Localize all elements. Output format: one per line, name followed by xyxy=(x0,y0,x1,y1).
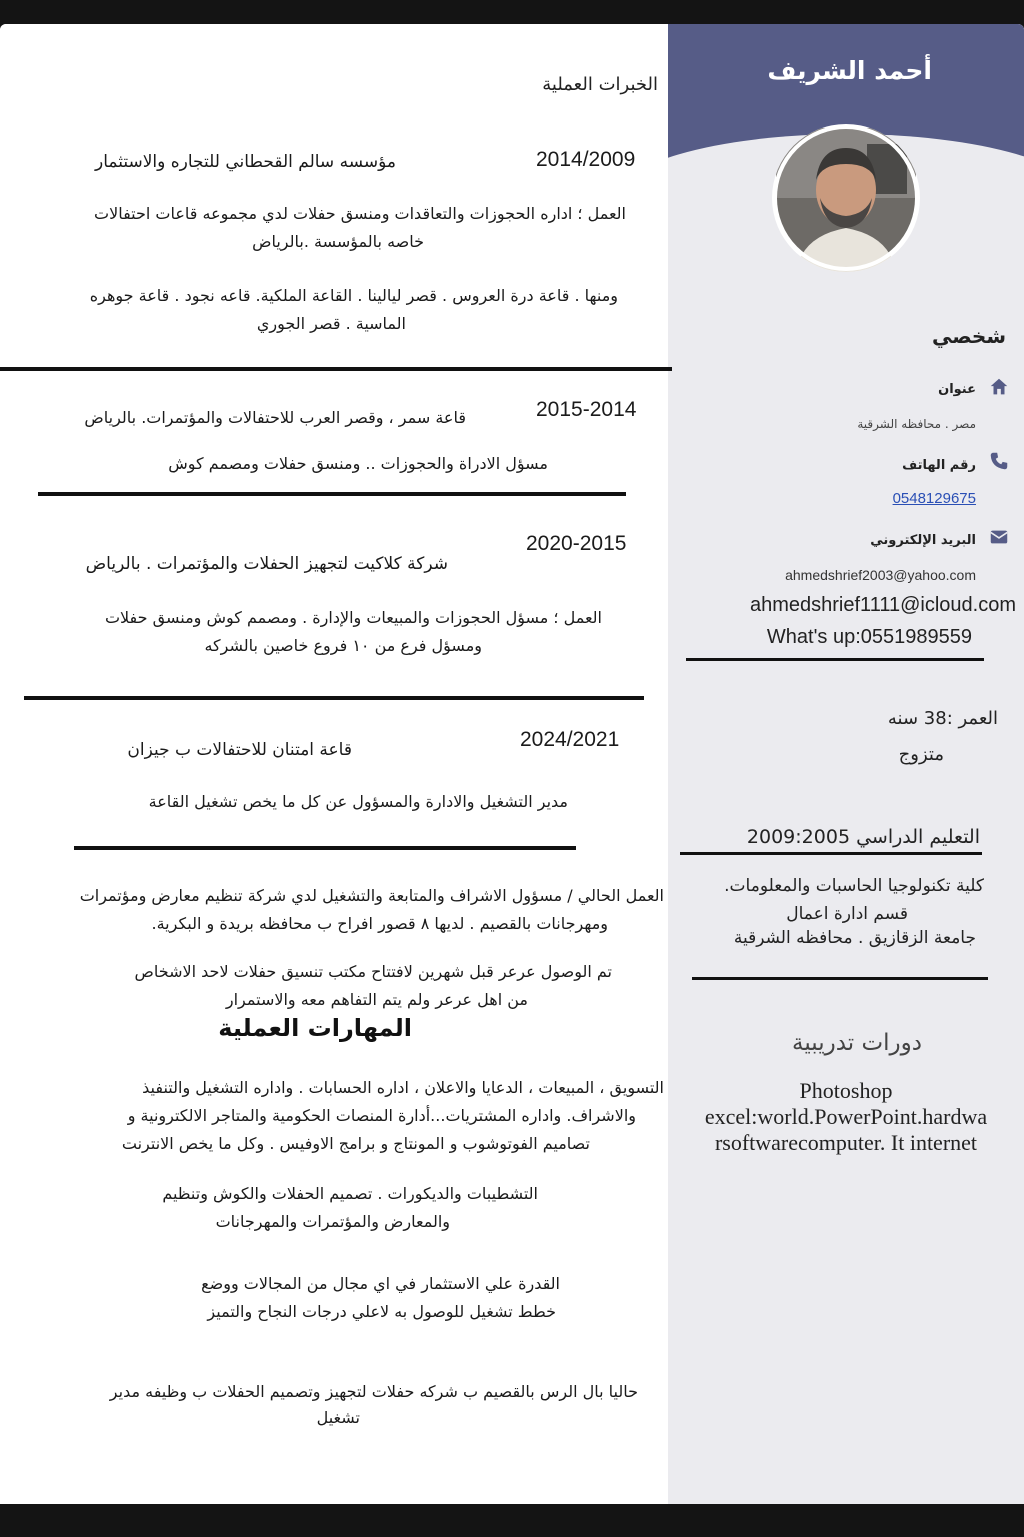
main-divider-4 xyxy=(74,846,576,850)
email-label: البريد الإلكتروني xyxy=(870,533,976,548)
job-4-date: 2024/2021 xyxy=(520,728,620,751)
address-label: عنوان xyxy=(938,382,976,397)
skills-line-2: والاشراف. واداره المشتريات...أدارة المنصات الحكومية والمتاجر الالكترونية و xyxy=(127,1106,636,1125)
address-value: مصر . محافظه الشرقية xyxy=(857,417,976,431)
current-job-line-2: ومهرجانات بالقصيم . لديها ٨ قصور افراح ب محافظه بريدة و البكرية. xyxy=(151,914,608,933)
skills-line-5: والمعارض والمؤتمرات والمهرجانات xyxy=(215,1212,450,1231)
course-line-3: rsoftwarecomputer. It internet xyxy=(714,1130,978,1155)
job-3-date: 2020-2015 xyxy=(526,532,627,555)
profile-name: أحمد الشريف xyxy=(767,56,932,85)
job-2-date: 2015-2014 xyxy=(536,398,637,421)
skills-line-8: حاليا بال الرس بالقصيم ب شركه حفلات لتجهيز وتصميم الحفلات ب وظيفه مدير xyxy=(109,1382,638,1401)
sidebar xyxy=(668,24,1024,1504)
skills-line-3: تصاميم الفوتوشوب و المونتاج و برامج الاوفيس . وكل ما يخص الانترنت xyxy=(121,1134,590,1153)
job-1-line-2: خاصه بالمؤسسة .بالرياض xyxy=(252,232,424,251)
sidebar-divider-1 xyxy=(686,658,984,661)
job-1-date: 2014/2009 xyxy=(536,148,636,171)
skills-line-9: تشغيل xyxy=(316,1408,360,1427)
experience-heading: الخبرات العملية xyxy=(542,74,658,95)
skills-line-1: التسويق ، المبيعات ، الدعايا والاعلان ، اداره الحسابات . واداره التشغيل والتنفيذ xyxy=(142,1078,664,1097)
education-line-1: كلية تكنولوجيا الحاسبات والمعلومات. xyxy=(724,876,984,896)
skills-line-4: التشطيبات والديكورات . تصميم الحفلات والكوش وتنظيم xyxy=(162,1184,538,1203)
job-3-company: شركة كلاكيت لتجهيز الحفلات والمؤتمرات . بالرياض xyxy=(85,554,448,574)
skills-heading: المهارات العملية xyxy=(218,1014,412,1042)
whatsapp-number[interactable]: What's up:0551989559 xyxy=(766,626,972,648)
job-3-line-2: ومسؤل فرع من ١٠ فروع خاصين بالشركه xyxy=(204,636,482,655)
skills-line-7: خطط تشغيل للوصول به لاعلي درجات النجاح والتميز xyxy=(207,1302,556,1321)
mail-icon xyxy=(988,526,1010,548)
main-divider-3 xyxy=(24,696,644,700)
job-1-line-3: ومنها . قاعة درة العروس . قصر ليالينا . القاعة الملكية. قاعه نجود . قاعة جوهره xyxy=(89,286,618,305)
phone-link[interactable]: 0548129675 xyxy=(892,490,976,507)
home-icon xyxy=(988,376,1010,398)
email-yahoo[interactable]: ahmedshrief2003@yahoo.com xyxy=(785,567,976,583)
arar-line-1: تم الوصول عرعر قبل شهرين لافتتاح مكتب تنسيق حفلات لاحد الاشخاص xyxy=(134,962,612,981)
job-3-line-1: العمل ؛ مسؤل الحجوزات والمبيعات والإدارة . ومصمم كوش ومنسق حفلات xyxy=(104,608,602,627)
job-1-company: مؤسسه سالم القحطاني للتجاره والاستثمار xyxy=(94,152,396,172)
job-4-company: قاعة امتنان للاحتفالات ب جيزان xyxy=(127,740,352,760)
email-icloud[interactable]: ahmedshrief1111@icloud.com xyxy=(750,594,1016,616)
marital-status: متزوج xyxy=(898,744,944,765)
sidebar-divider-3 xyxy=(692,977,988,980)
main-divider-2 xyxy=(38,492,626,496)
main-divider-1 xyxy=(0,367,672,371)
avatar-photo xyxy=(772,124,920,272)
course-line-1: Photoshop xyxy=(799,1078,893,1103)
arar-line-2: من اهل عرعر ولم يتم التفاهم معه والاستمرار xyxy=(225,990,528,1009)
phone-label: رقم الهاتف xyxy=(902,458,976,473)
education-line-3: جامعة الزقازيق . محافظه الشرقية xyxy=(733,928,976,948)
main-content xyxy=(0,24,668,1504)
job-2-company: قاعة سمر ، وقصر العرب للاحتفالات والمؤتمرات. بالرياض xyxy=(84,408,466,427)
age: العمر :38 سنه xyxy=(887,708,998,729)
courses-heading: دورات تدريبية xyxy=(791,1030,922,1056)
course-line-2: excel:world.PowerPoint.hardwa xyxy=(704,1104,988,1129)
sidebar-divider-2 xyxy=(680,852,982,855)
job-1-line-1: العمل ؛ اداره الحجوزات والتعاقدات ومنسق حفلات لدي مجموعه قاعات احتفالات xyxy=(94,204,626,223)
avatar xyxy=(772,124,920,272)
education-heading: التعليم الدراسي 2009:2005 xyxy=(746,826,980,848)
skills-line-6: القدرة علي الاستثمار في اي مجال من المجالات ووضع xyxy=(201,1274,560,1293)
current-job-line-1: العمل الحالي / مسؤول الاشراف والمتابعة والتشغيل لدي شركة تنظيم معارض ومؤتمرات xyxy=(79,886,664,905)
resume-page xyxy=(0,24,1024,1504)
job-1-line-4: الماسية . قصر الجوري xyxy=(256,314,406,333)
education-line-2: قسم ادارة اعمال xyxy=(786,904,908,924)
job-4-line-1: مدير التشغيل والادارة والمسؤول عن كل ما يخص تشغيل القاعة xyxy=(148,792,568,811)
phone-icon xyxy=(988,450,1010,472)
personal-heading: شخصي xyxy=(931,324,1006,348)
job-2-line-1: مسؤل الادراة والحجوزات .. ومنسق حفلات ومصمم كوش xyxy=(168,454,548,473)
